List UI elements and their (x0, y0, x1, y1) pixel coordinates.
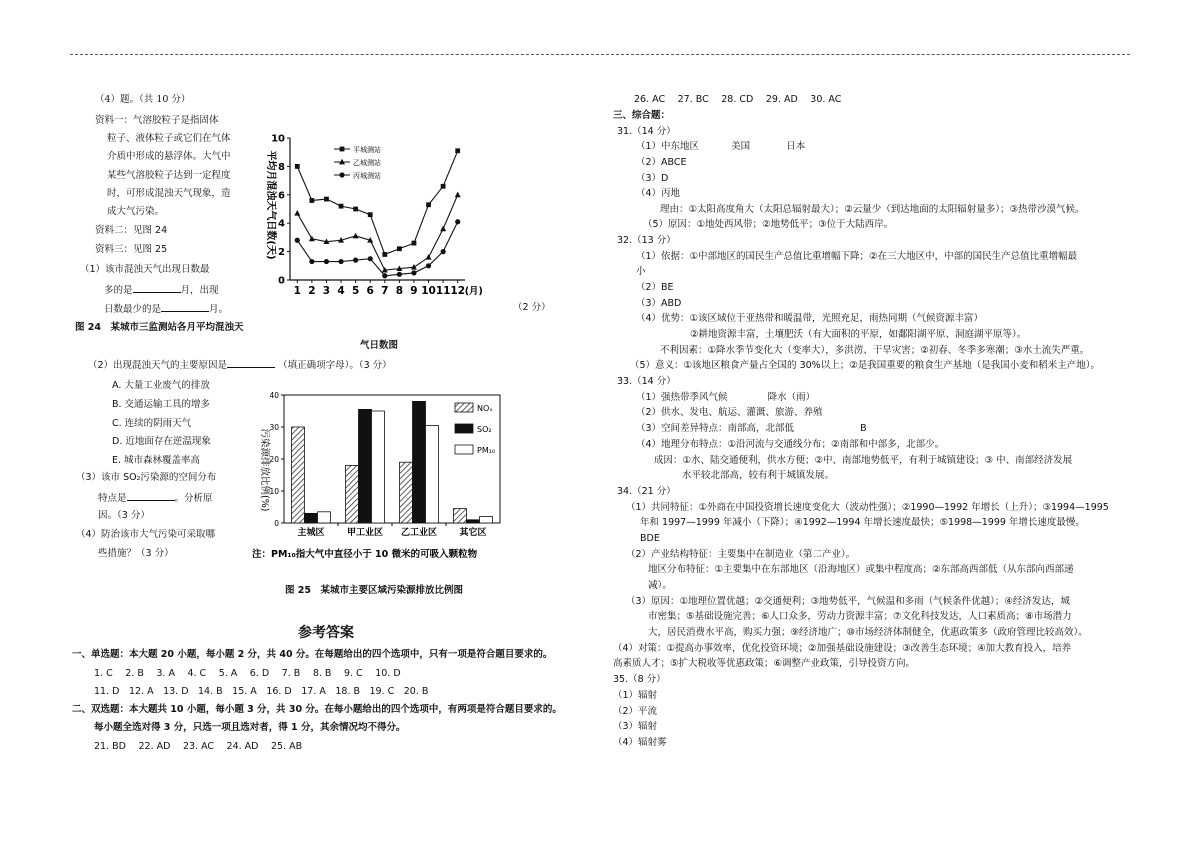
sub3-line-c: 因。（3 分） (98, 510, 150, 521)
sub1-text-c2: 月。 (209, 304, 229, 315)
chart24-point (411, 264, 417, 270)
q33-1-b: 降水（雨） (767, 392, 816, 403)
sub4-line-b: 些措施？（3 分） (98, 548, 174, 559)
chart24-point (353, 233, 359, 239)
q35-1: （1）辐射 (613, 690, 658, 701)
chart24-point (309, 259, 314, 264)
option-e: E. 城市森林覆盖率高 (112, 455, 201, 467)
q32-4b: ②耕地资源丰富，土壤肥沃（有大面积的平原，如鄱阳湖平原、洞庭湖平原等）。 (690, 329, 1027, 340)
chart25-bar (359, 409, 372, 523)
chart24-point (455, 192, 461, 198)
chart24-y-tick-label: 4 (278, 218, 285, 230)
section3-header: 三、综合题： (613, 110, 671, 121)
chart25-legend-label: SO₂ (477, 425, 492, 434)
sub2-text-a: （2）出现混浊天气的主要原因是 (88, 360, 228, 371)
q35-2: （2）平流 (613, 706, 658, 717)
material-line: 成大气污染。 (107, 206, 165, 218)
section2-header: 二、双选题：本大题共 10 小题，每小题 3 分，共 30 分。在每小题给出的四个选项中，有两项是符合题目要求的。 (72, 704, 562, 715)
section1-header: 一、单选题：本大题 20 小题，每小题 2 分，共 40 分。在每题给出的四个选项中，只有一项是符合题目要求的。 (72, 649, 553, 660)
chart25-note: 注：PM₁₀指大气中直径小于 10 微米的可吸入颗粒物 (252, 549, 478, 560)
q35-header: 35.（8 分） (613, 674, 666, 685)
chart-24-line (250, 130, 483, 305)
chart24-point (353, 258, 358, 263)
chart24-y-tick-label: 0 (278, 275, 285, 287)
chart24-point (368, 212, 373, 217)
chart25-legend-swatch (455, 424, 473, 433)
chart24-point (411, 270, 416, 275)
sub1-text-b: 多的是 (104, 285, 133, 296)
chart24-point (295, 238, 300, 243)
q33-4c: 水平较北部高，较有利于城镇发展。 (682, 470, 835, 481)
chart24-point (309, 236, 315, 242)
sub1-score: （2 分） (513, 302, 551, 313)
chart25-ylabel: 污染源排放比例(%) (259, 428, 270, 512)
q35-4: （4）辐射雾 (613, 737, 667, 748)
chart24-point (426, 202, 431, 207)
sub3-line-b (98, 491, 213, 506)
chart25-bar (400, 462, 413, 523)
material-line: 某些气溶胶粒子达到一定程度 (107, 169, 231, 181)
sub3-text-b2: 。分析原 (174, 493, 213, 504)
chart25-bar (426, 425, 439, 523)
chart25-bar (346, 465, 359, 523)
q31-1 (636, 141, 805, 154)
q33-3-a: （3）空间差异特点：南部高，北部低 (636, 423, 795, 434)
chart24-x-tick-label: 3 (322, 285, 331, 297)
chart24-y-tick-label: 10 (271, 133, 285, 145)
chart24-x-tick-label: 8 (395, 285, 404, 297)
chart25-bar (454, 509, 467, 523)
material-line: 介质中形成的悬浮体。大气中 (107, 151, 231, 163)
sub-question-1 (80, 264, 210, 277)
q34-1c: BDE (640, 533, 660, 544)
chart25-bar (467, 520, 480, 523)
q33-4a: （4）地理分布特点：①沿河流与交通线分布；②南部和中部多，北部少。 (636, 439, 945, 450)
q32-5: （5）意义：①该地区粮食产量占全国的 30%以上；②是我国重要的粮食生产基地（是我国小麦和稻米主产地）。 (630, 360, 1100, 371)
sub1-text-b2: 月，出现 (180, 285, 219, 296)
answer-blank[interactable] (133, 283, 181, 293)
sub1-line-c (104, 302, 228, 317)
chart25-bar (292, 427, 305, 523)
chart24-point (426, 263, 431, 268)
answer-blank[interactable] (227, 358, 275, 368)
chart25-y-tick-label: 30 (269, 423, 279, 432)
q31-4-reason: 理由：①太阳高度角大（太阳总辐射最大）；②云量少（到达地面的太阳辐射量多）；③热带沙漠气候。 (660, 204, 1085, 215)
chart24-point (324, 197, 329, 202)
material-2: 资料二：见图 24 (95, 225, 168, 236)
chart24-legend-label: 乙城测站 (353, 159, 381, 167)
q33-3-b: B (860, 423, 867, 434)
chart24-x-tick-label: 4 (337, 285, 345, 297)
chart25-bar (372, 411, 385, 523)
chart25-legend-swatch (455, 403, 473, 412)
option-b: B. 交通运输工具的增多 (112, 398, 211, 410)
q31-4: （4）丙地 (636, 188, 681, 199)
q32-1a: （1）依据：①中部地区的国民生产总值比重增幅下降；②在三大地区中，中部的国民生产总值比重增幅最 (636, 251, 1078, 262)
sub-question-2 (88, 358, 392, 373)
chart24-y-tick-label: 6 (278, 190, 285, 202)
chart25-category-label: 乙工业区 (400, 528, 438, 538)
chart24-legend-label: 平城测站 (353, 146, 381, 154)
q34-3c: 大，居民消费水平高，购买力强；⑨经济地广；⑩市场经济体制健全，优惠政策多（政府管理比较高效）。 (648, 627, 1088, 638)
q31-3: （3）D (636, 173, 669, 184)
chart24-point (309, 198, 314, 203)
q34-4a: （4）对策：①提高办事效率，优化投资环境；②加强基础设施建设；③改善生态环境；④加大教育投入，培养 (613, 643, 1072, 654)
chart24-point (397, 272, 402, 277)
section2-row1: 21. BD 22. AD 23. AC 24. AD 25. AB (94, 741, 303, 752)
chart25-y-tick-label: 10 (269, 487, 279, 496)
fig24-caption-cont: 气日数图 (360, 340, 399, 351)
chart25-bar (480, 517, 493, 523)
chart24-series-line (297, 195, 457, 270)
sub1-text-c: 日数最少的是 (104, 304, 162, 315)
chart24-x-tick-label: 11 (435, 285, 451, 297)
option-a: A. 大量工业废气的排放 (112, 380, 210, 391)
option-c: C. 连续的阴雨天气 (112, 417, 192, 429)
chart25-bar (318, 512, 331, 523)
chart24-point (455, 148, 460, 153)
q31-header: 31.（14 分） (617, 126, 676, 137)
q33-2: （2）供水、发电、航运、灌溉、旅游、养殖 (636, 407, 823, 418)
header-rule (70, 54, 1130, 55)
chart24-y-tick-label: 2 (278, 247, 285, 259)
q33-1 (636, 392, 815, 405)
q34-2a: （2）产业结构特征：主要集中在制造业（第二产业）。 (626, 549, 856, 560)
sub3-line-a: （3）该市 SO₂污染源的空间分布 (76, 472, 217, 483)
chart25-y-tick-label: 40 (269, 391, 279, 400)
option-d: D. 近地面存在逆温现象 (112, 436, 211, 448)
options-list (112, 377, 211, 471)
q32-header: 32.（13 分） (617, 235, 676, 246)
chart24-ylabel: 平均月混浊天气日数(天) (265, 150, 276, 260)
q4-header: （4）题。（共 10 分） (95, 94, 191, 105)
material-line: 粒子、液体粒子或它们在气体 (107, 133, 231, 145)
q33-3 (636, 423, 867, 436)
chart24-x-tick-label: 9 (410, 285, 418, 297)
chart24-point (294, 210, 300, 216)
chart25-bar (413, 401, 426, 523)
q31-2: （2）ABCE (636, 157, 687, 168)
q34-1b: 年和 1997—1999 年减小（下降）；④1992—1994 年增长速度最快；⑤1998—1999 年增长速度最慢。 (640, 517, 1085, 528)
chart24-x-tick-label: 5 (351, 285, 360, 297)
chart24-point (295, 164, 300, 169)
q31-1-b: 美国 (731, 141, 751, 152)
q32-3: （3）ABD (636, 298, 682, 309)
section1-row2: 11. D 12. A 13. D 14. B 15. A 16. D 17. A 18. B 19. C 20. B (94, 686, 429, 697)
chart24-x-tick-label: 2 (308, 285, 316, 297)
chart25-y-tick-label: 0 (274, 519, 279, 528)
q33-header: 33.（14 分） (617, 376, 676, 387)
chart24-y-tick-label: 8 (278, 161, 285, 173)
fig25-caption: 图 25 某城市主要区域污染源排放比例图 (285, 585, 464, 596)
q32-1b: 小 (636, 266, 646, 277)
q34-3a: （3）原因：①地理位置优越；②交通便利；③地势低平，气候温和多雨（气候条件优越）；④经济发达，城 (626, 596, 1070, 607)
section2-header-cont: 每小题全选对得 3 分，只选一项且选对者，得 1 分，其余情况均不得分。 (94, 722, 406, 733)
fig24-caption: 图 24 某城市三监测站各月平均混浊天 (75, 322, 244, 333)
sub2-text-b: （填正确项字母）。（3 分） (278, 360, 392, 371)
material-line: 时，可形成混浊天气现象，造 (107, 187, 231, 199)
chart25-y-tick-label: 20 (269, 455, 279, 464)
q31-1-a: （1）中东地区 (636, 141, 700, 152)
chart24-point (441, 184, 446, 189)
chart24-point (382, 273, 387, 278)
q34-1a: （1）共同特征：①外商在中国投资增长速度变化大（波动性强）；②1990—1992 年增长（上升）；③1994—1995 (626, 502, 1109, 513)
chart25-category-label: 其它区 (459, 528, 487, 538)
chart24-x-tick-label: 12 (450, 285, 466, 297)
section1-row1: 1. C 2. B 3. A 4. C 5. A 6. D 7. B 8. B 9. C 10. D (94, 668, 401, 679)
q34-4b: 高素质人才；⑤扩大税收等优惠政策；⑥调整产业政策，引导投资方向。 (613, 658, 916, 669)
chart24-x-tick-label: 10 (421, 285, 436, 297)
chart24-series-line (297, 222, 457, 276)
q34-2b: 地区分布特征：①主要集中在东部地区（沿海地区）或集中程度高；②东部高西部低（从东部向西部递 (648, 564, 1074, 575)
chart24-point (353, 207, 358, 212)
q32-2: （2）BE (636, 282, 674, 293)
chart25-bar (305, 513, 318, 523)
chart24-x-unit: (月) (464, 286, 483, 297)
chart24-point (338, 259, 343, 264)
chart24-point (441, 249, 446, 254)
chart24-point (382, 252, 387, 257)
q33-1-a: （1）强热带季风气候 (636, 392, 728, 403)
answer-blank[interactable] (127, 491, 175, 501)
chart24-point (426, 254, 432, 260)
q34-2c: 减）。 (648, 580, 672, 591)
q31-1-c: 日本 (786, 141, 806, 152)
chart24-legend-label: 丙城测站 (353, 172, 381, 180)
chart25-category-label: 主城区 (297, 528, 325, 538)
q34-3b: 市密集；⑤基础设施完善；⑥人口众多，劳动力资源丰富；⑦文化科技发达，人口素质高；⑧市场潜力 (648, 611, 1072, 622)
chart25-frame (284, 395, 500, 523)
chart25-legend-label: NOₓ (477, 404, 493, 413)
sub3-text-b: 特点是 (98, 493, 127, 504)
chart24-x-tick-label: 1 (293, 285, 301, 297)
material-line: 资料一：气溶胶粒子是指固体 (95, 115, 219, 126)
chart24-point (397, 246, 402, 251)
answers-26-30: 26. AC 27. BC 28. CD 29. AD 30. AC (634, 94, 842, 105)
chart24-point (368, 256, 373, 261)
sub1-text-a: （1）该市混浊天气出现日数最 (80, 264, 210, 275)
answer-title: 参考答案 (298, 625, 354, 641)
chart25-legend-swatch (455, 445, 473, 454)
chart24-point (339, 204, 344, 209)
q32-4c: 不利因素：①降水季节变化大（变率大），多洪涝、干旱灾害；②初春、冬季多寒潮；③水土流失严重。 (660, 345, 1090, 356)
q35-3: （3）辐射 (613, 721, 658, 732)
q34-header: 34.（21 分） (617, 486, 676, 497)
chart24-point (412, 241, 417, 246)
chart-25-bar (250, 385, 520, 565)
chart24-x-tick-label: 7 (381, 285, 389, 297)
chart25-category-label: 甲工业区 (346, 528, 384, 538)
sub4-line-a: （4）防治该市大气污染可采取哪 (76, 529, 216, 540)
chart24-point (340, 147, 345, 152)
q33-4b: 成因：①水、陆交通便利，供水方便；②中、南部地势低平，有利于城镇建设；③ 中、南部经济发展 (654, 455, 1073, 466)
material-1 (95, 112, 231, 221)
chart24-point (455, 219, 460, 224)
material-3: 资料三：见图 25 (95, 244, 168, 255)
sub1-line-b (104, 283, 219, 298)
answer-blank[interactable] (161, 302, 209, 312)
q32-4a: （4）优势：①该区域位于亚热带和暖温带，光照充足，雨热同期（气候资源丰富） (636, 313, 984, 324)
chart25-legend-label: PM₁₀ (477, 446, 496, 455)
chart24-point (440, 226, 446, 232)
chart24-x-tick-label: 6 (366, 285, 374, 297)
q31-5: （5）原因：①地处西风带；②地势低平；③位于大陆西岸。 (643, 219, 894, 230)
chart24-point (324, 259, 329, 264)
chart24-point (339, 172, 344, 177)
